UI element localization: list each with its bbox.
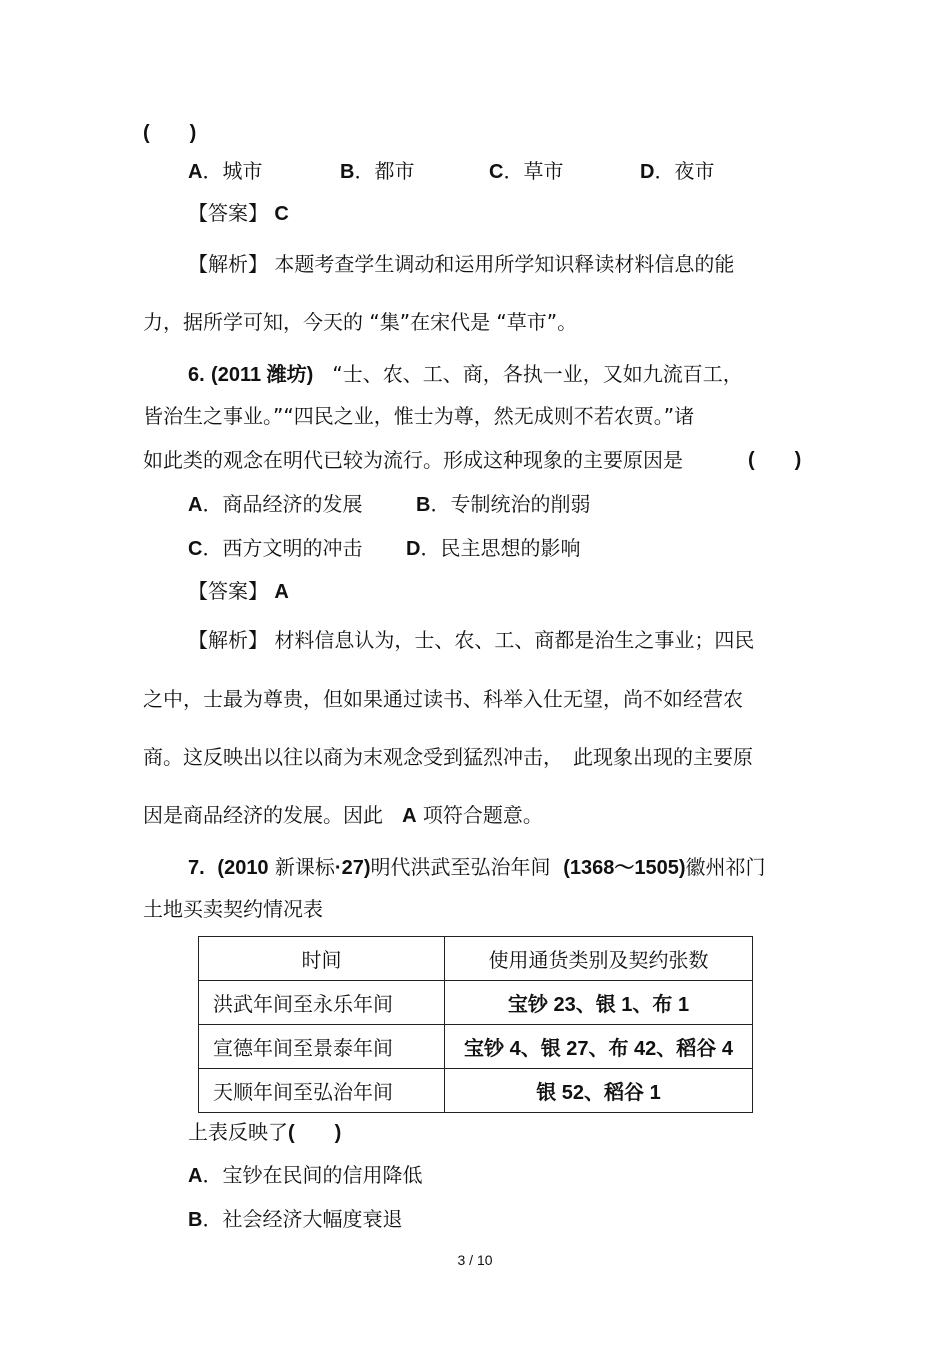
q6-option-d: D．民主思想的影响 [406, 536, 581, 560]
table-cell: 宝钞 4、银 27、布 42、稻谷 4 [445, 1025, 753, 1069]
q6-option-a: A．商品经济的发展 [188, 492, 363, 516]
q5-bracket: ( ) [143, 122, 197, 144]
q6-answer: 【答案】 A [188, 579, 289, 603]
q6-analysis-line-4: 因是商品经济的发展。因此 A 项符合题意。 [143, 803, 543, 827]
table-header-row [199, 937, 753, 981]
table-cell: 宝钞 23、银 1、布 1 [445, 981, 753, 1025]
page-number: 3 / 10 [457, 1252, 493, 1268]
q6-option-c: C．西方文明的冲击 [188, 536, 363, 560]
table-row [199, 981, 753, 1025]
q5-analysis-line-1: 【解析】 本题考查学生调动和运用所学知识释读材料信息的能 [188, 252, 735, 276]
table-header-cell: 使用通货类别及契约张数 [445, 937, 753, 981]
q6-stem-line-2: 皆治生之事业。”“四民之业，惟士为尊，然无成则不若农贾。”诸 [143, 404, 695, 428]
table-cell: 洪武年间至永乐年间 [199, 981, 445, 1025]
contract-table [198, 936, 753, 1113]
q7-option-a: A．宝钞在民间的信用降低 [188, 1163, 423, 1187]
q5-answer: 【答案】 C [188, 201, 289, 225]
q6-analysis-line-1: 【解析】 材料信息认为，士、农、工、商都是治生之事业；四民 [188, 628, 755, 652]
table-header-cell: 时间 [199, 937, 445, 981]
table-cell: 天顺年间至弘治年间 [199, 1069, 445, 1113]
table-cell: 银 52、稻谷 1 [445, 1069, 753, 1113]
q7-stem-line-2: 土地买卖契约情况表 [143, 897, 323, 921]
q6-stem-line-3: 如此类的观念在明代已较为流行。形成这种现象的主要原因是 [143, 448, 683, 472]
q5-option-b: B．都市 [340, 159, 415, 183]
table-cell: 宣德年间至景泰年间 [199, 1025, 445, 1069]
q7-option-b: B．社会经济大幅度衰退 [188, 1207, 403, 1231]
q6-option-b: B．专制统治的削弱 [416, 492, 591, 516]
q7-question-prompt: 上表反映了( ) [188, 1120, 342, 1144]
q6-analysis-line-2: 之中，士最为尊贵，但如果通过读书、科举入仕无望，尚不如经营农 [143, 687, 743, 711]
q5-option-a: A．城市 [188, 159, 263, 183]
q6-bracket: ( ) [748, 449, 802, 471]
table-row [199, 1069, 753, 1113]
q6-analysis-line-3: 商。这反映出以往以商为末观念受到猛烈冲击， 此现象出现的主要原 [143, 745, 753, 769]
q6-stem-line-1: 6. (2011 潍坊) “士、农、工、商，各执一业，又如九流百工， [188, 362, 743, 386]
q5-option-c: C．草市 [489, 159, 564, 183]
q5-option-d: D．夜市 [640, 159, 715, 183]
q5-analysis-line-2: 力，据所学可知，今天的 “集”在宋代是 “草市”。 [143, 310, 578, 334]
table-row [199, 1025, 753, 1069]
q7-stem-line-1: 7. (2010 新课标·27)明代洪武至弘治年间 (1368～1505)徽州祁门 [188, 855, 766, 879]
